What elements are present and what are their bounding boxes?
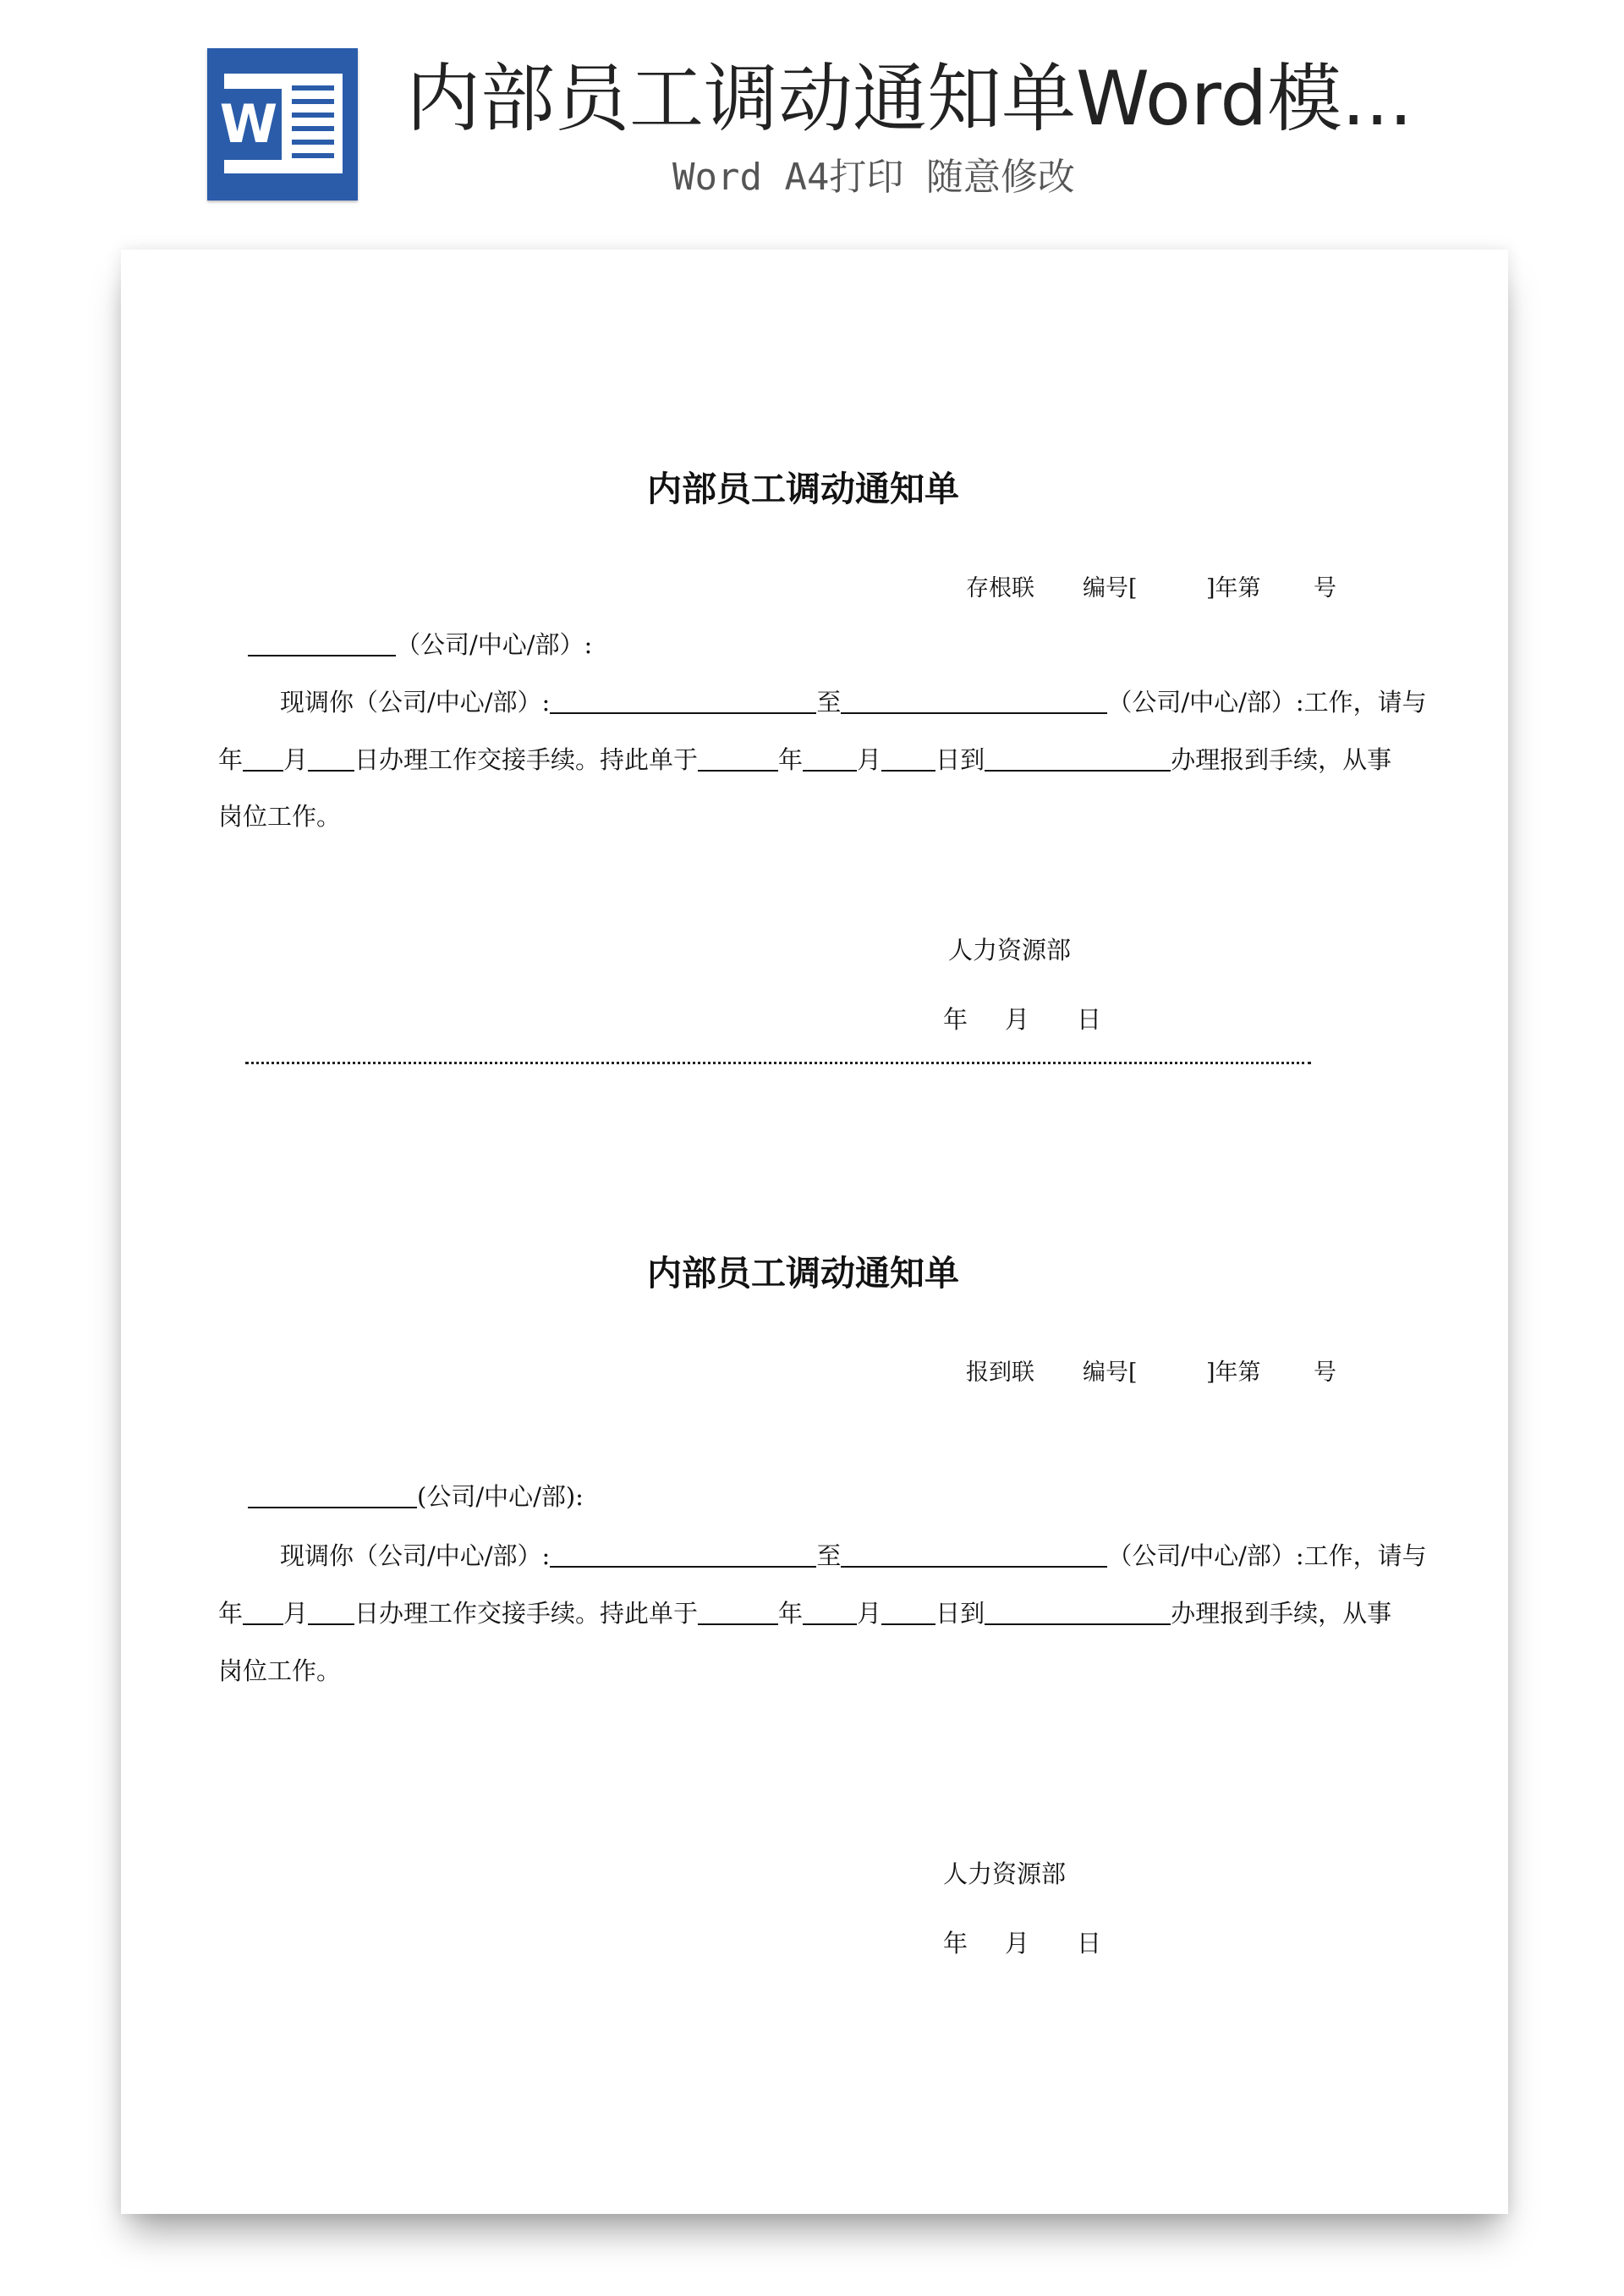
- report-month-blank[interactable]: [803, 1600, 857, 1625]
- dept-line: [248, 626, 592, 661]
- date-day: 日: [1077, 1929, 1102, 1958]
- report-place-blank[interactable]: [985, 1600, 1171, 1625]
- number-prefix: 编号[: [1083, 1359, 1138, 1386]
- dept-blank[interactable]: [248, 1483, 417, 1508]
- dept-suffix: （公司/中心/部）:: [396, 630, 593, 659]
- line1-prefix: 现调你（公司/中心/部）:: [280, 1541, 551, 1570]
- body-line-1: [280, 1537, 1427, 1572]
- from-dept-blank[interactable]: [550, 689, 816, 714]
- body-line-2: 年 月 日办理工作交接手续。持此单于 年 月 日到 办理报到手续，从事: [218, 745, 1392, 774]
- dept-line: [248, 1478, 584, 1513]
- word-letter-badge: W: [216, 89, 282, 160]
- body-line-1: [280, 684, 1427, 718]
- document-page: [121, 250, 1508, 2214]
- date-month: 月: [1005, 1005, 1030, 1034]
- signer: 人力资源部: [948, 936, 1072, 964]
- report-year-blank[interactable]: [698, 746, 778, 772]
- report-day-blank[interactable]: [881, 746, 935, 772]
- page-subtitle: Word A4打印 随意修改: [672, 156, 1075, 199]
- report-month-blank[interactable]: [803, 746, 857, 772]
- number-suffix: 号: [1314, 575, 1336, 601]
- dept-blank[interactable]: [248, 631, 396, 656]
- line1-suffix: （公司/中心/部）:工作，请与: [1107, 1541, 1427, 1570]
- word-app-icon: [207, 48, 358, 200]
- handover-month-blank[interactable]: [308, 1600, 354, 1625]
- handover-year-blank[interactable]: [243, 746, 283, 772]
- form-title: 内部员工调动通知单: [647, 469, 959, 509]
- dept-suffix: (公司/中心/部):: [417, 1482, 584, 1511]
- report-year-blank[interactable]: [698, 1600, 778, 1625]
- report-place-blank[interactable]: [985, 746, 1171, 772]
- handover-year-blank[interactable]: [243, 1600, 283, 1625]
- body-line-2: 年 月 日办理工作交接手续。持此单于 年 月 日到 办理报到手续，从事: [218, 1599, 1392, 1628]
- date-year: 年: [943, 1929, 968, 1958]
- from-dept-blank[interactable]: [550, 1542, 816, 1568]
- tear-line: [245, 1062, 1311, 1064]
- signer: 人力资源部: [943, 1859, 1067, 1888]
- number-year: ]年第: [1206, 1359, 1261, 1386]
- to-dept-blank[interactable]: [841, 1542, 1107, 1568]
- body-line-3: 岗位工作。: [218, 802, 342, 831]
- copy-label: 存根联: [966, 575, 1034, 601]
- number-suffix: 号: [1314, 1359, 1336, 1386]
- copy-label: 报到联: [966, 1359, 1034, 1386]
- report-day-blank[interactable]: [881, 1600, 935, 1625]
- body-line-3: 岗位工作。: [218, 1656, 342, 1685]
- number-prefix: 编号[: [1083, 575, 1138, 601]
- page-title: 内部员工调动通知单Word模...: [406, 55, 1413, 142]
- date-month: 月: [1005, 1929, 1030, 1958]
- line1-suffix: （公司/中心/部）:工作，请与: [1107, 688, 1427, 717]
- header-banner: [0, 0, 1624, 237]
- date-year: 年: [943, 1005, 968, 1034]
- line1-prefix: 现调你（公司/中心/部）:: [280, 688, 551, 717]
- date-day: 日: [1077, 1005, 1102, 1034]
- number-year: ]年第: [1206, 575, 1261, 601]
- line1-to: 至: [816, 1541, 842, 1570]
- handover-month-blank[interactable]: [308, 746, 354, 772]
- to-dept-blank[interactable]: [841, 689, 1107, 714]
- form-title: 内部员工调动通知单: [647, 1253, 959, 1294]
- line1-to: 至: [816, 688, 842, 717]
